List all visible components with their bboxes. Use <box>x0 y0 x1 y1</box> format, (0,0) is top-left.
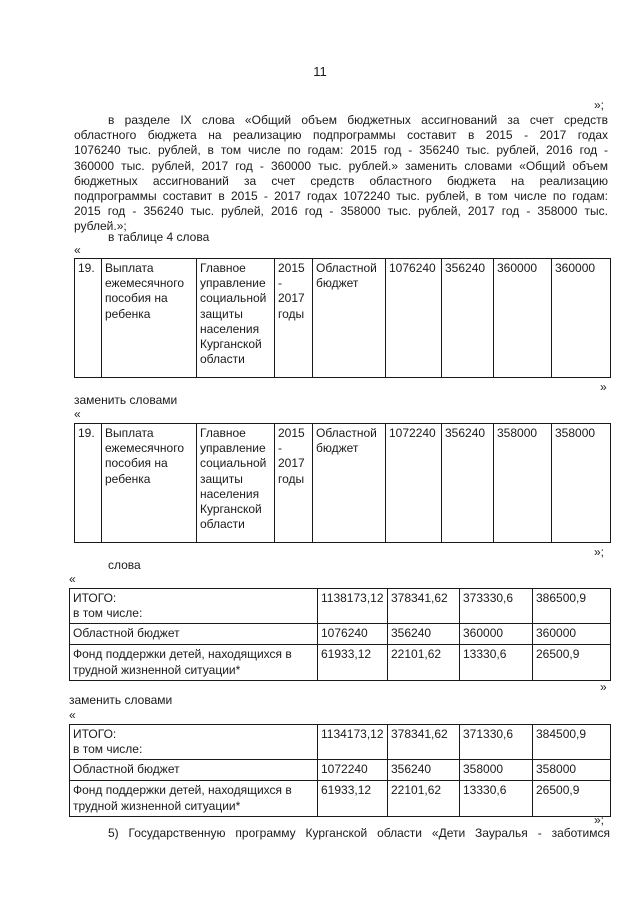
table-row <box>70 760 611 781</box>
funding-source: Областной бюджет <box>313 424 386 543</box>
period: 2015 - 2017 годы <box>275 424 313 543</box>
value-2017: 360000 <box>552 259 611 378</box>
measure-name: Выплата ежемесячного пособия на ребенка <box>102 259 197 378</box>
final-line <box>74 826 610 840</box>
totals-table-new <box>69 724 611 817</box>
table-row <box>70 781 611 816</box>
words-label: слова <box>108 558 141 572</box>
total-value: 61933,12 <box>318 781 388 816</box>
row-label: Фонд поддержки детей, находящихся в трудной жизненной ситуации* <box>70 645 318 680</box>
quote-open: « <box>74 407 81 421</box>
totals-table-old <box>69 588 611 681</box>
total-value: 1134173,12 <box>318 725 388 760</box>
paragraph-line: бюджетных ассигнований за счет средств областного бюджета на реализацию <box>74 173 608 188</box>
value-2016: 13330,6 <box>460 645 533 680</box>
table-row <box>70 725 611 760</box>
table-row <box>70 645 611 680</box>
row-label: Областной бюджет <box>70 624 318 645</box>
paragraph-line: 1076240 тыс. рублей, в том числе по годам: 2015 год - 356240 тыс. рублей, 2016 год - <box>74 143 608 158</box>
table4-old <box>74 258 611 378</box>
value-2016: 371330,6 <box>460 725 533 760</box>
quote-open: « <box>69 572 76 586</box>
executor: Главное управление социальной защиты населения Курганской области <box>197 424 275 543</box>
quote-close: »; <box>594 98 605 112</box>
value-2015: 22101,62 <box>388 781 460 816</box>
value-2015: 356240 <box>442 259 494 378</box>
quote-close: »; <box>594 813 605 827</box>
paragraph-line: областного бюджета на реализацию подпрограммы составит в 2015 - 2017 годах <box>74 128 608 143</box>
replace-with-label: заменить словами <box>74 393 178 407</box>
value-2015: 356240 <box>388 624 460 645</box>
total-value: 1076240 <box>386 259 442 378</box>
value-2017: 358000 <box>533 760 611 781</box>
paragraph-line: 360000 тыс. рублей, 2017 год - 360000 тыс. рублей.» заменить словами «Общий объем <box>74 158 608 173</box>
paragraph-line: в разделе IX слова «Общий объем бюджетных ассигнований за счет средств <box>108 113 608 127</box>
row-label: ИТОГО: в том числе: <box>70 725 318 760</box>
quote-close: » <box>600 680 607 694</box>
paragraph-line: 5) Государственную программу Курганской области «Дети Зауралья - заботимся <box>108 826 610 840</box>
total-value: 61933,12 <box>318 645 388 680</box>
row-label: Фонд поддержки детей, находящихся в трудной жизненной ситуации* <box>70 781 318 816</box>
total-value: 1138173,12 <box>318 589 388 624</box>
value-2015: 378341,62 <box>388 725 460 760</box>
table-row <box>75 424 611 543</box>
value-2015: 378341,62 <box>388 589 460 624</box>
value-2017: 360000 <box>533 624 611 645</box>
quote-open: « <box>74 243 81 257</box>
value-2017: 384500,9 <box>533 725 611 760</box>
period: 2015 - 2017 годы <box>275 259 313 378</box>
value-2015: 356240 <box>388 760 460 781</box>
table-row <box>75 259 611 378</box>
paragraph-line: рублей.»; <box>74 219 127 234</box>
value-2016: 360000 <box>460 624 533 645</box>
quote-open: « <box>69 708 76 722</box>
value-2016: 13330,6 <box>460 781 533 816</box>
value-2017: 358000 <box>552 424 611 543</box>
executor: Главное управление социальной защиты населения Курганской области <box>197 259 275 378</box>
value-2015: 356240 <box>442 424 494 543</box>
row-label: ИТОГО: в том числе: <box>70 589 318 624</box>
table4-new <box>74 423 611 543</box>
replace-with-label: заменить словами <box>69 693 173 707</box>
funding-source: Областной бюджет <box>313 259 386 378</box>
table4-intro: в таблице 4 слова <box>108 230 210 244</box>
paragraph-line: подпрограммы составит в 2015 - 2017 годах 1072240 тыс. рублей, в том числе по годам: <box>74 189 608 204</box>
value-2017: 26500,9 <box>533 781 611 816</box>
row-number: 19. <box>75 424 102 543</box>
table-row <box>70 624 611 645</box>
value-2016: 358000 <box>460 760 533 781</box>
measure-name: Выплата ежемесячного пособия на ребенка <box>102 424 197 543</box>
row-label: Областной бюджет <box>70 760 318 781</box>
value-2017: 26500,9 <box>533 645 611 680</box>
value-2016: 373330,6 <box>460 589 533 624</box>
value-2016: 358000 <box>494 424 552 543</box>
table-row <box>70 589 611 624</box>
total-value: 1072240 <box>386 424 442 543</box>
row-number: 19. <box>75 259 102 378</box>
quote-close: »; <box>594 545 605 559</box>
intro-paragraph <box>74 113 608 235</box>
value-2017: 386500,9 <box>533 589 611 624</box>
total-value: 1076240 <box>318 624 388 645</box>
paragraph-line: 2015 год - 356240 тыс. рублей, 2016 год - 358000 тыс. рублей, 2017 год - 358000 тыс. <box>74 204 608 219</box>
quote-close: » <box>600 380 607 394</box>
total-value: 1072240 <box>318 760 388 781</box>
value-2016: 360000 <box>494 259 552 378</box>
page-number: 11 <box>313 64 327 79</box>
value-2015: 22101,62 <box>388 645 460 680</box>
